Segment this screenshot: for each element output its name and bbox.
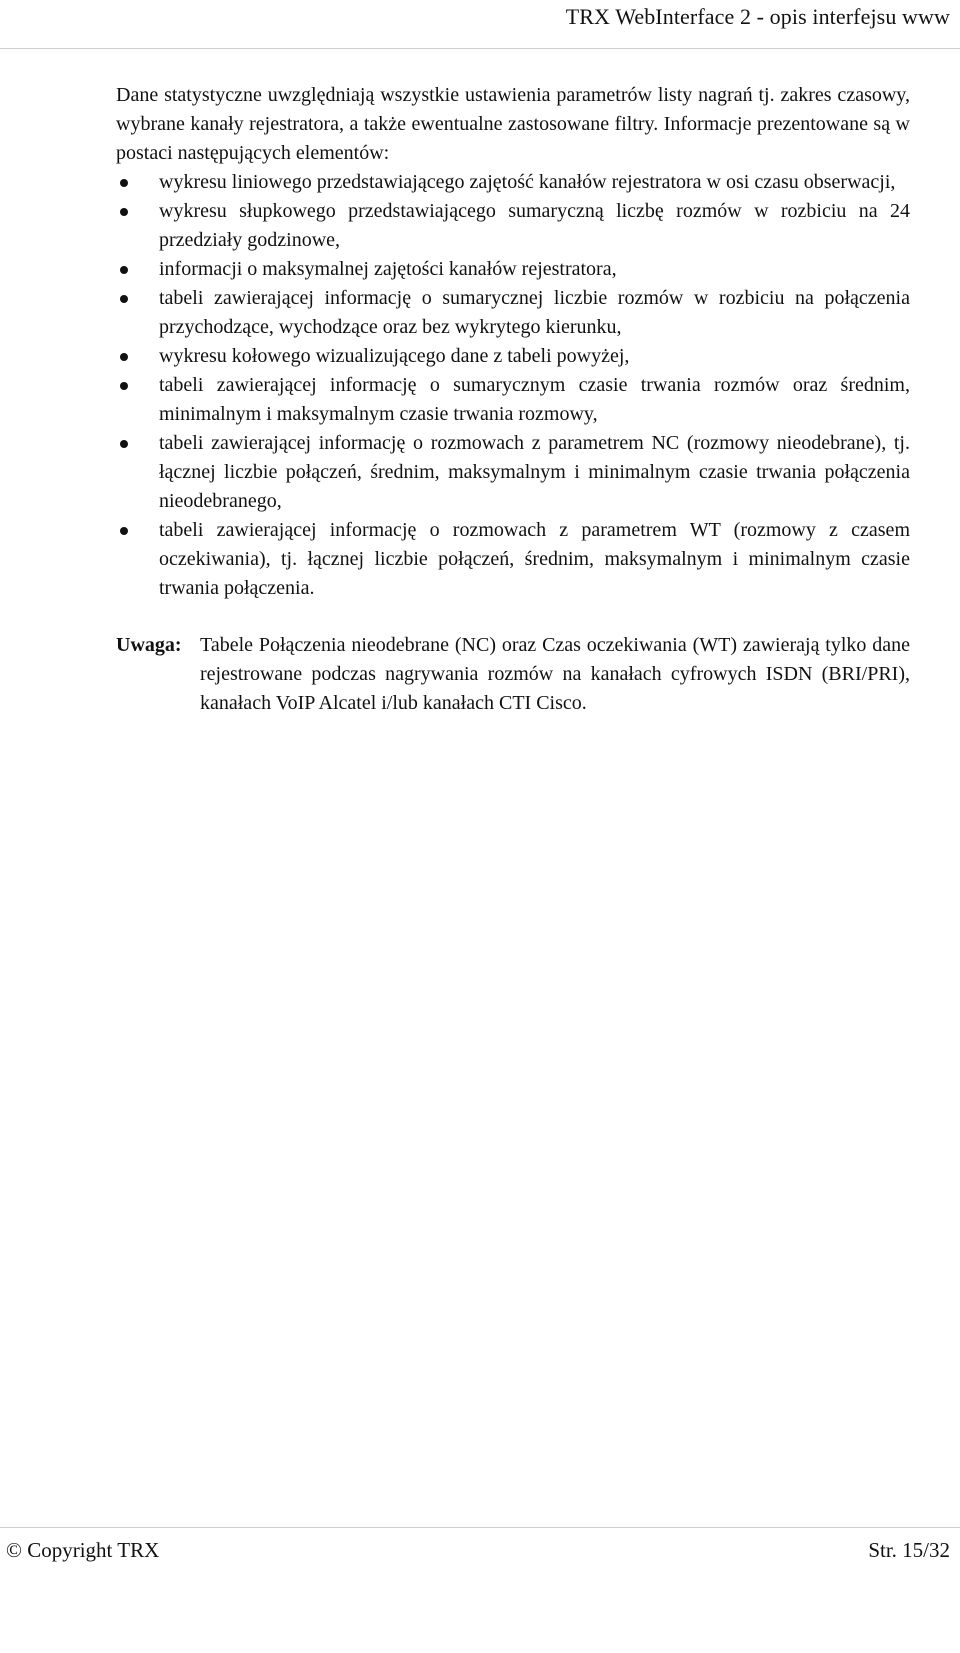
document-title: TRX WebInterface 2 - opis interfejsu www: [565, 4, 950, 29]
bullet-icon: [120, 382, 128, 390]
list-item: [116, 342, 910, 371]
page-header: [0, 0, 960, 50]
list-item-text: wykresu kołowego wizualizującego dane z tabeli powyżej,: [159, 345, 630, 367]
copyright-text: © Copyright TRX: [6, 1538, 160, 1562]
intro-paragraph: Dane statystyczne uwzględniają wszystkie ustawienia parametrów listy nagrań tj. zakres czasowy, wybrane kanały rejestratora, a także ewentualne zastosowane filtry. Informacje prezentowane są w postaci następujących elementów:: [116, 84, 910, 164]
bullet-icon: [120, 353, 128, 361]
list-item: [116, 168, 910, 197]
list-item: [116, 284, 910, 342]
list-item-text: tabeli zawierającej informację o sumarycznym czasie trwania rozmów oraz średnim, minimalnym i maksymalnym czasie trwania rozmowy,: [159, 374, 910, 425]
note-text: Tabele Połączenia nieodebrane (NC) oraz Czas oczekiwania (WT) zawierają tylko dane rejestrowane podczas nagrywania rozmów na kanałach cyfrowych ISDN (BRI/PRI), kanałach VoIP Alcatel i/lub kanałach CTI Cisco.: [200, 634, 910, 714]
bullet-icon: [120, 527, 128, 535]
header-divider: [0, 48, 960, 49]
list-item: [116, 371, 910, 429]
list-item: [116, 197, 910, 255]
list-item-text: tabeli zawierającej informację o rozmowach z parametrem WT (rozmowy z czasem oczekiwania), tj. łącznej liczbie połączeń, średnim, maksymalnym i minimalnym czasie trwania połączenia.: [159, 519, 910, 599]
statistics-elements-list: [116, 168, 910, 603]
document-body: [116, 81, 910, 718]
list-item: [116, 429, 910, 516]
bullet-icon: [120, 295, 128, 303]
bullet-icon: [120, 440, 128, 448]
bullet-icon: [120, 179, 128, 187]
list-item-text: tabeli zawierającej informację o rozmowach z parametrem NC (rozmowy nieodebrane), tj. łącznej liczbie połączeń, średnim, maksymalnym i minimalnym czasie trwania połączenia nieodebranego,: [159, 432, 910, 512]
bullet-icon: [120, 266, 128, 274]
list-item: [116, 255, 910, 284]
page-number: Str. 15/32: [868, 1538, 950, 1562]
footer-divider: [0, 1527, 960, 1528]
list-item-text: informacji o maksymalnej zajętości kanałów rejestratora,: [159, 258, 617, 280]
note-block: [116, 631, 910, 718]
list-item-text: wykresu słupkowego przedstawiającego sumaryczną liczbę rozmów w rozbiciu na 24 przedziały godzinowe,: [159, 200, 910, 251]
list-item-text: wykresu liniowego przedstawiającego zajętość kanałów rejestratora w osi czasu obserwacji,: [159, 171, 896, 193]
note-label: Uwaga:: [116, 634, 182, 656]
bullet-icon: [120, 208, 128, 216]
list-item: [116, 516, 910, 603]
list-item-text: tabeli zawierającej informację o sumarycznej liczbie rozmów w rozbiciu na połączenia przychodzące, wychodzące oraz bez wykrytego kierunku,: [159, 287, 910, 338]
page-footer: [0, 1500, 960, 1653]
